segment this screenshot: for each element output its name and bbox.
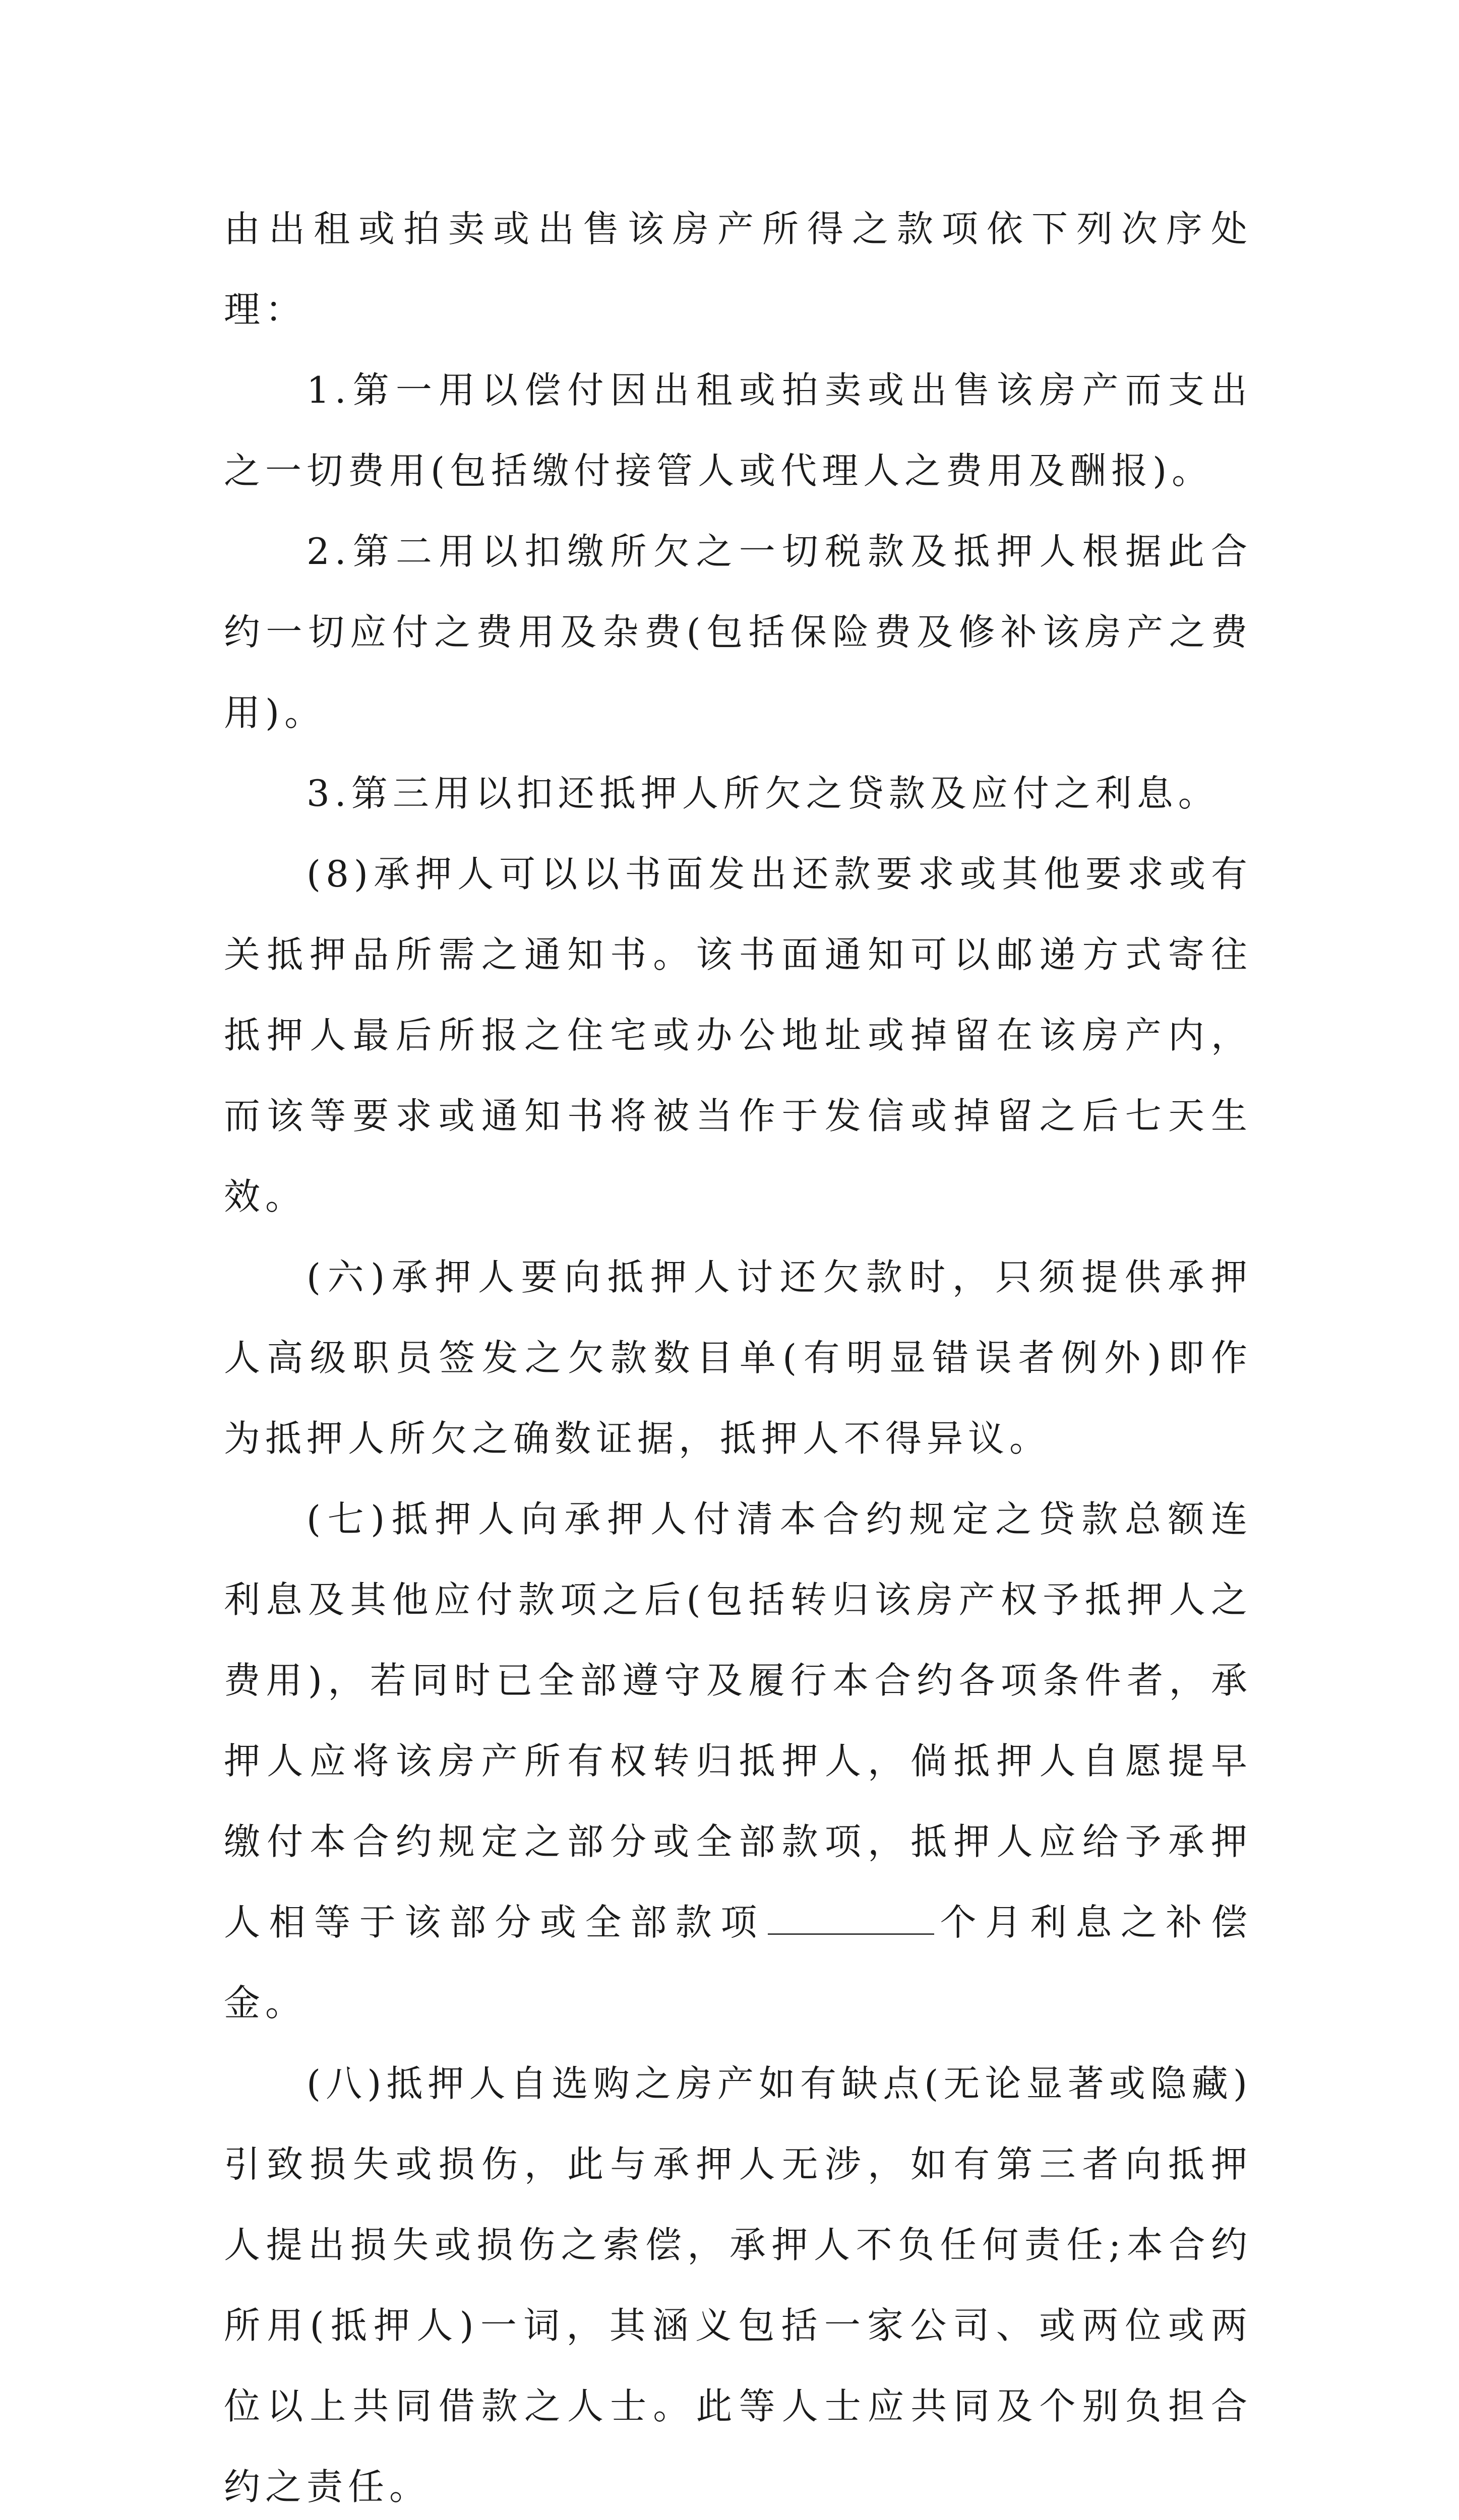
clause-7-text: (七)抵押人向承押人付清本合约规定之贷款总额连利息及其他应付款项之后(包括转归该房产权予抵押人之费用)，若同时已全部遵守及履行本合约各项条件者，承押人应将该房产所有权转归抵押人，倘抵押人自愿提早缴付本合约规定之部分或全部款项，抵押人应给予承押人相等于该部分或全部款项: [224, 1498, 1252, 1943]
paragraph-proceeds-order: 由出租或拍卖或出售该房产所得之款项依下列次序处理：: [224, 208, 1252, 331]
paragraph-clause-6: (六)承押人要向抵押人讨还欠款时，只须提供承押人高级职员签发之欠款数目单(有明显错误者例外)即作为抵押人所欠之确数证据，抵押人不得异议。: [224, 1256, 1252, 1460]
paragraph-item-2: 2.第二用以扣缴所欠之一切税款及抵押人根据此合约一切应付之费用及杂费(包括保险费及修补该房产之费用)。: [224, 530, 1252, 734]
paragraph-clause-8-cn: (八)抵押人自选购之房产如有缺点(无论显著或隐藏)引致损失或损伤，此与承押人无涉，如有第三者向抵押人提出损失或损伤之索偿，承押人不负任何责任;本合约所用(抵押人)一词，其涵义包括一家公司、或两位或两位以上共同借款之人士。此等人士应共同及个别负担合约之责任。: [224, 2062, 1252, 2508]
document-body: [224, 188, 1252, 2520]
paragraph-clause-7: [224, 1479, 1252, 2043]
paragraph-clause-8: (8)承押人可以以书面发出还款要求或其他要求或有关抵押品所需之通知书。该书面通知可以邮递方式寄往抵押人最后所报之住宅或办公地址或掉留在该房产内，而该等要求或通知书将被当作于发信或掉留之后七天生效。: [224, 853, 1252, 1218]
paragraph-item-1: 1.第一用以偿付因出租或拍卖或出售该房产而支出之一切费用(包括缴付接管人或代理人之费用及酬报)。: [224, 369, 1252, 492]
paragraph-item-3: 3.第三用以扣还抵押人所欠之贷款及应付之利息。: [307, 772, 1220, 814]
months-blank-field[interactable]: [768, 1904, 934, 1935]
clause-7-tail: 个月利息之补偿金。: [224, 1901, 1252, 2024]
